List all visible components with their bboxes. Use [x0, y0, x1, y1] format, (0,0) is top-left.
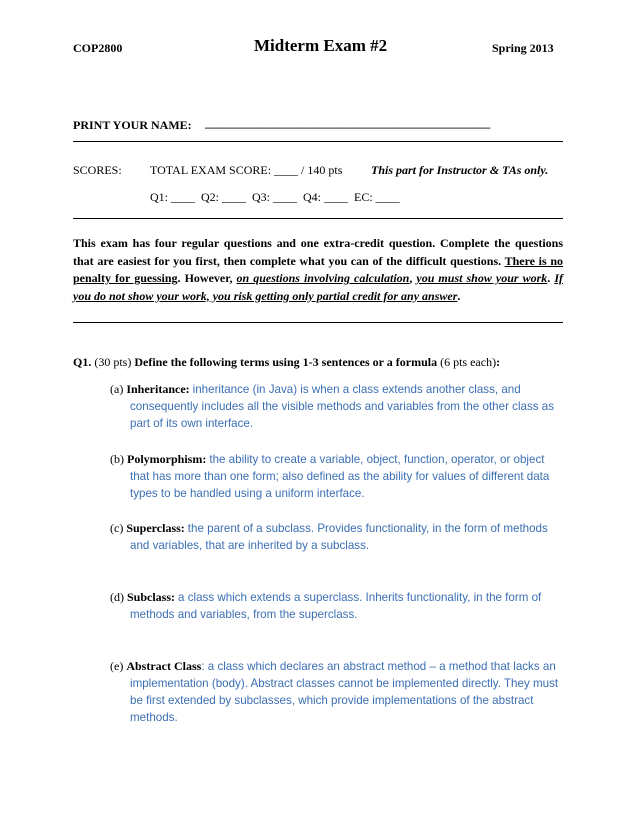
divider — [73, 141, 563, 142]
name-label: PRINT YOUR NAME: — [73, 118, 192, 132]
exam-term: Spring 2013 — [492, 41, 554, 55]
divider — [73, 218, 563, 219]
course-code: COP2800 — [73, 41, 123, 55]
divider — [73, 322, 563, 323]
q1-heading: Q1. (30 pts) Define the following terms using 1-3 sentences or a formula (6 pts each): — [73, 355, 501, 369]
q1-item-a: (a) Inheritance: inheritance (in Java) is when a class extends another class, and consequently includes all the visible methods and variables from the other class as part of its own interface. — [110, 382, 555, 430]
q1-item-b: (b) Polymorphism: the ability to create a variable, object, function, operator, or object that has more than one form; also defined as the ability for values of different data types to be handled using a uniform interface. — [110, 452, 550, 500]
q1-item-d: (d) Subclass: a class which extends a superclass. Inherits functionality, in the form of methods and variables, from the superclass. — [110, 590, 542, 621]
exam-title: Midterm Exam #2 — [254, 36, 388, 55]
instructions: This exam has four regular questions and one extra-credit question. Complete the questions that are easiest for you first, then complete what you can of the difficult questions. There is no penalty for guessing. However, on questions involving calculation, you must show your work. If you do not show your work, you risk getting only partial credit for any answer. — [73, 236, 564, 303]
total-score-suffix: / 140 pts — [301, 163, 343, 177]
question-scores: Q1: ____ Q2: ____ Q3: ____ Q4: ____ EC: ____ — [150, 190, 400, 204]
total-score-blank: ____ — [274, 163, 299, 177]
total-score-label: TOTAL EXAM SCORE: — [150, 163, 272, 177]
total-score-line — [150, 163, 342, 178]
q1-item-c: (c) Superclass: the parent of a subclass. Provides functionality, in the form of methods and variables, that are inherited by a subclass. — [110, 521, 548, 552]
scores-label: SCORES: — [73, 163, 122, 177]
q1-item-e: (e) Abstract Class: a class which declares an abstract method – a method that lacks an implementation (body). Abstract classes cannot be implemented directly. They must be first extended by subclasses, which provide implementations of the abstract methods. — [110, 659, 559, 724]
name-blank: __________________________________________________ — [205, 116, 491, 130]
instructor-note: This part for Instructor & TAs only. — [371, 163, 549, 177]
